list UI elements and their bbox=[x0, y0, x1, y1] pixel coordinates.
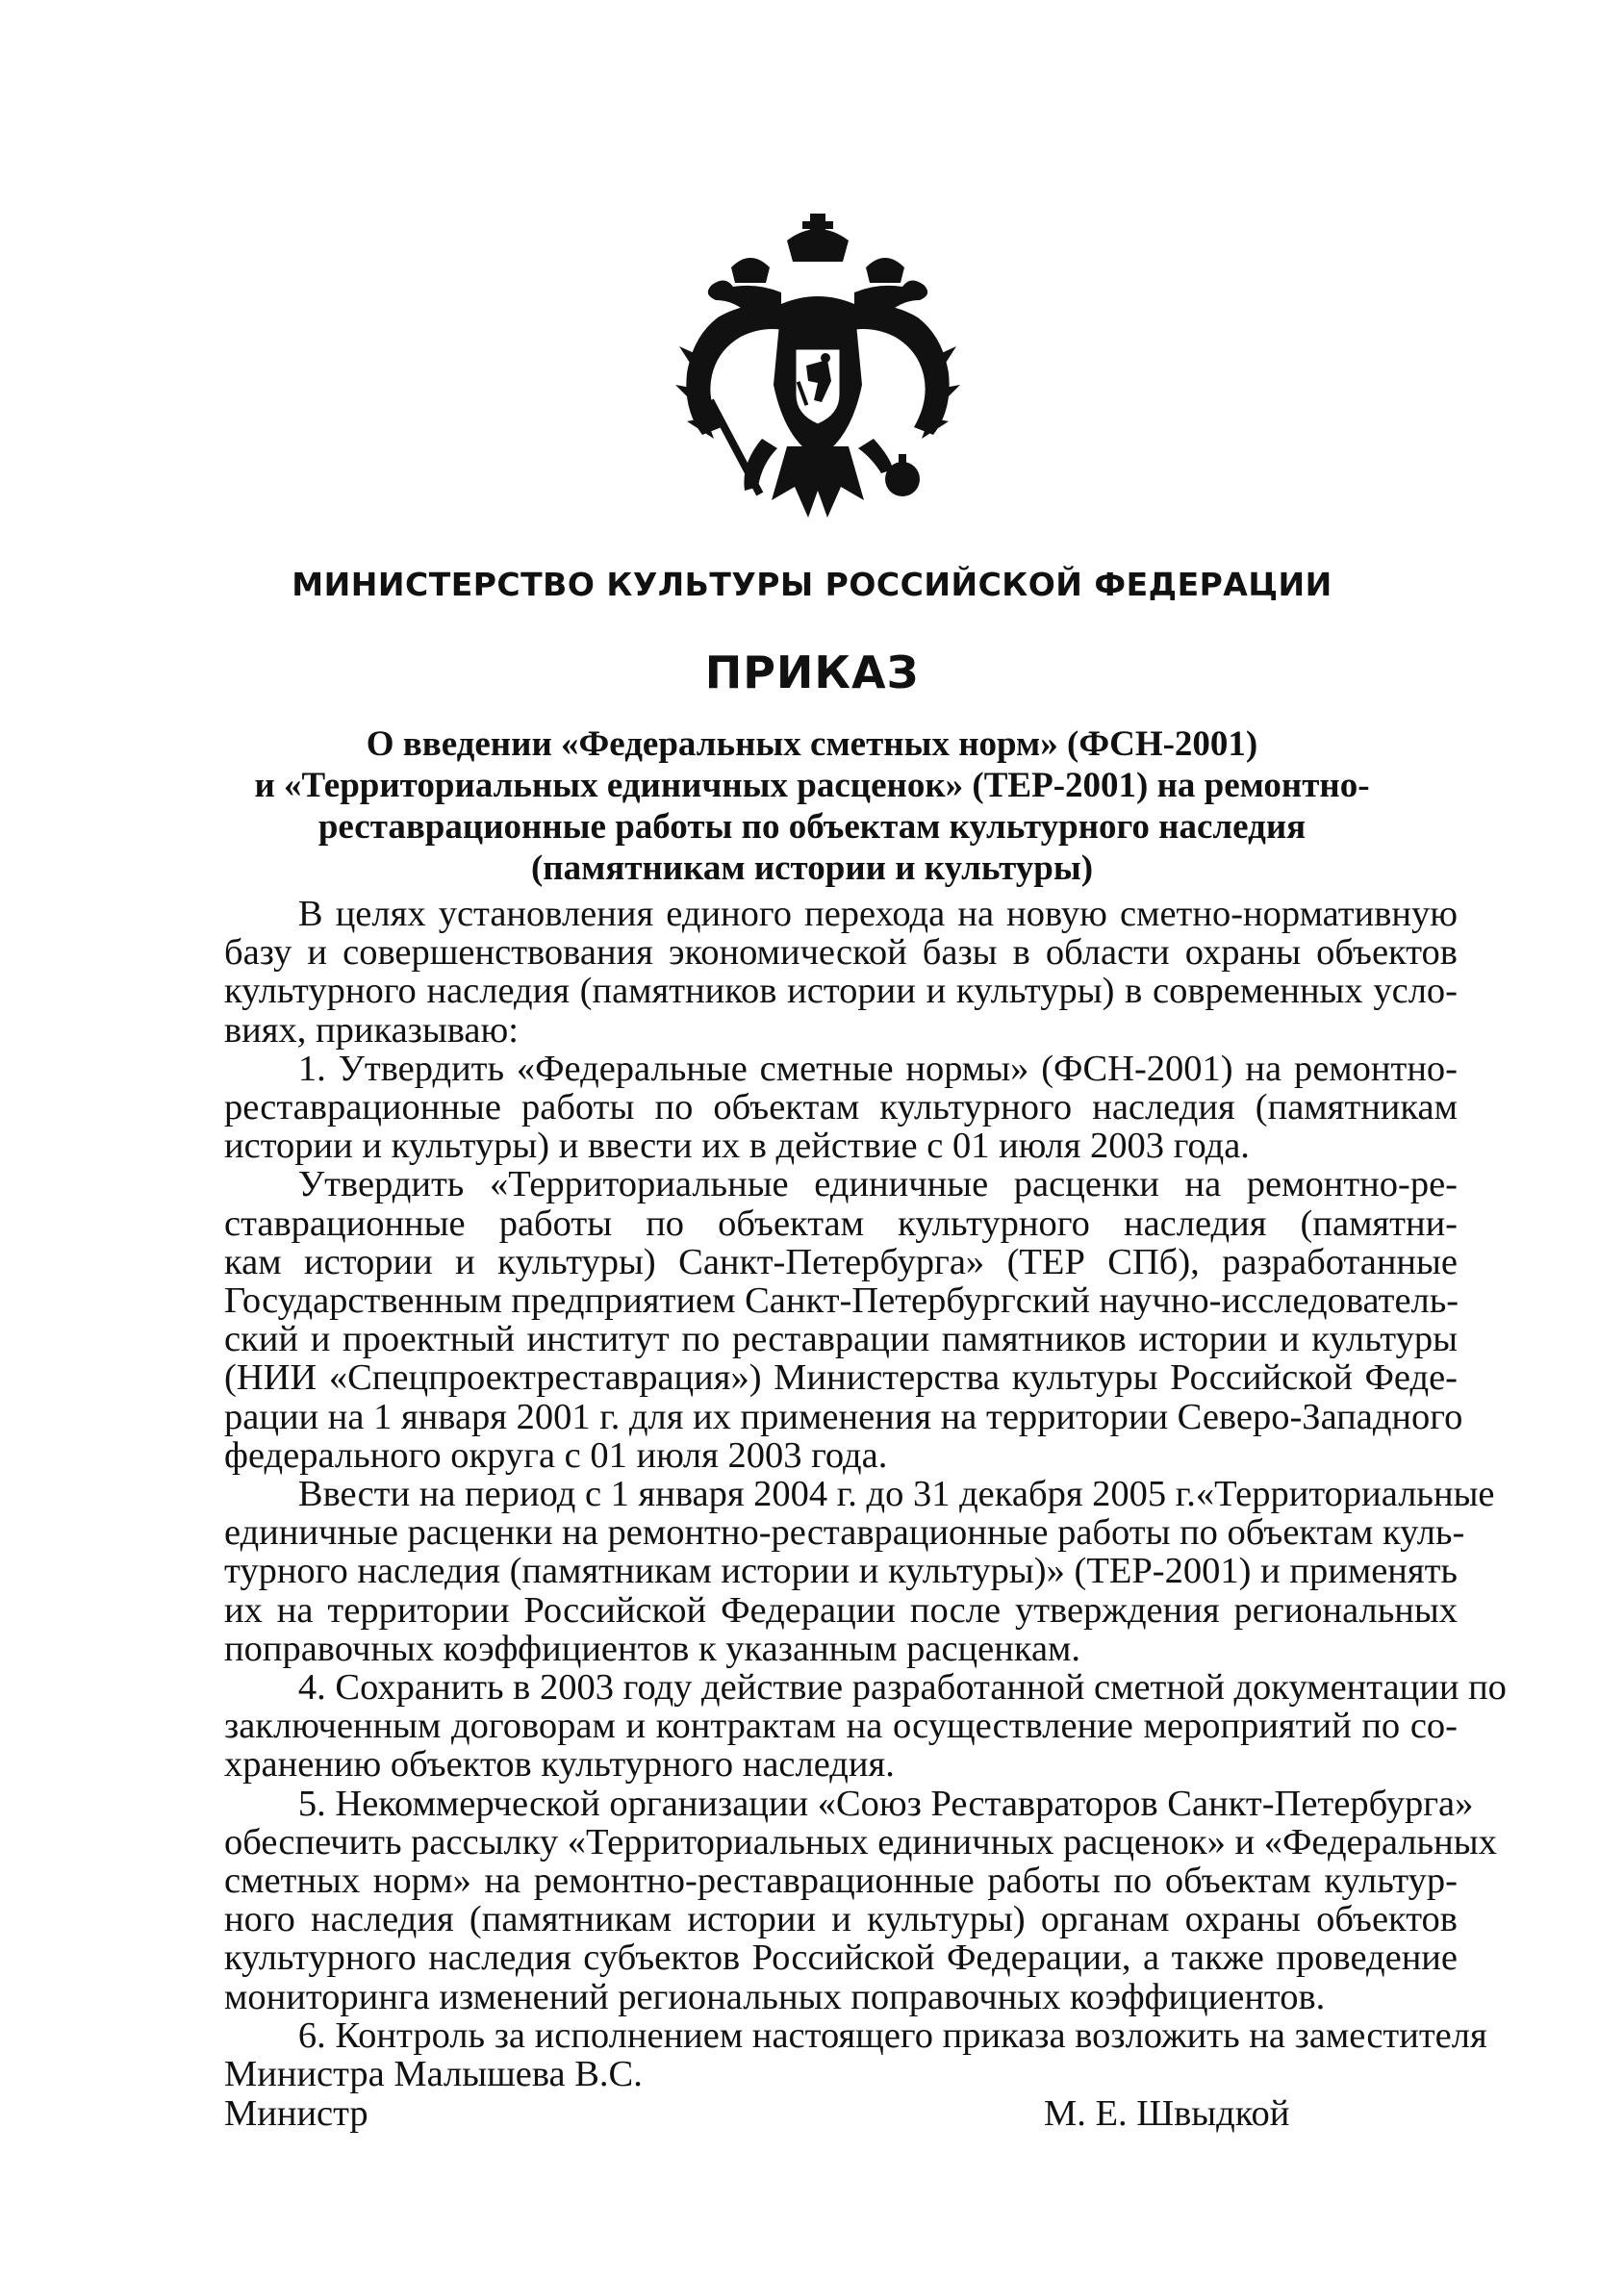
body-line: Утвердить «Территориальные единичные расценки на ремонтно-ре- bbox=[297, 1164, 1458, 1205]
signatory-title: Министр bbox=[224, 2093, 368, 2134]
subject-line: реставрационные работы по объектам культурного наследия bbox=[317, 807, 1307, 847]
signatory-name: М. Е. Швыдкой bbox=[1044, 2093, 1290, 2134]
body-line: реставрационные работы по объектам культурного наследия (памятникам bbox=[224, 1087, 1458, 1128]
body-line: ставрационные работы по объектам культурного наследия (памятни- bbox=[224, 1203, 1458, 1244]
body-line: 1. Утвердить «Федеральные сметные нормы» (ФСН-2001) на ремонтно- bbox=[297, 1048, 1458, 1089]
body-line: 4. Сохранить в 2003 году действие разработанной сметной документации по bbox=[297, 1667, 1507, 1709]
order-subject bbox=[192, 723, 1432, 889]
body-line: истории и культуры) и ввести их в действие с 01 июля 2003 года. bbox=[224, 1126, 1250, 1167]
body-line: Ввести на период с 1 января 2004 г. до 31 декабря 2005 г.«Территориальные bbox=[297, 1474, 1495, 1515]
ministry-name: МИНИСТЕРСТВО КУЛЬТУРЫ РОССИЙСКОЙ ФЕДЕРАЦИИ bbox=[292, 566, 1332, 603]
body-line: базу и совершенствования экономической базы в области охраны объектов bbox=[224, 932, 1458, 974]
body-line: (НИИ «Спецпроектреставрация») Министерства культуры Российской Феде- bbox=[224, 1357, 1458, 1399]
body-line: сметных норм» на ремонтно-реставрационные работы по объектам культур- bbox=[224, 1861, 1458, 1902]
body-line: 5. Некоммерческой организации «Союз Реставраторов Санкт-Петербурга» bbox=[297, 1783, 1474, 1824]
body-line: В целях установления единого перехода на новую сметно-нормативную bbox=[297, 894, 1458, 934]
body-line: заключенным договорам и контрактам на осуществление мероприятий по со- bbox=[224, 1706, 1458, 1747]
body-line: кам истории и культуры) Санкт-Петербурга» (ТЕР СПб), разработанные bbox=[224, 1241, 1458, 1282]
body-line: федерального округа с 01 июля 2003 года. bbox=[224, 1434, 888, 1476]
subject-line: (памятникам истории и культуры) bbox=[530, 849, 1094, 888]
subject-line: О введении «Федеральных сметных норм» (ФСН-2001) bbox=[366, 724, 1258, 764]
body-line: 6. Контроль за исполнением настоящего приказа возложить на заместителя bbox=[297, 2014, 1487, 2056]
body-line: поправочных коэффициентов к указанным расценкам. bbox=[224, 1628, 1081, 1669]
body-line: рации на 1 января 2001 г. для их применения на территории Северо-Западного bbox=[224, 1396, 1463, 1437]
body-line: обеспечить рассылку «Территориальных единичных расценок» и «Федеральных bbox=[224, 1821, 1497, 1862]
body-line: турного наследия (памятникам истории и культуры)» (ТЕР-2001) и применять bbox=[224, 1551, 1458, 1592]
double-headed-eagle-icon bbox=[673, 212, 962, 529]
order-body bbox=[224, 894, 1507, 2095]
body-line: единичные расценки на ремонтно-реставрационные работы по объектам куль- bbox=[224, 1512, 1465, 1554]
body-line: ного наследия (памятникам истории и культуры) органам охраны объектов bbox=[224, 1899, 1458, 1940]
body-line: ский и проектный институт по реставрации памятников истории и культуры bbox=[224, 1319, 1458, 1360]
document-type-title: ПРИКАЗ bbox=[704, 646, 920, 698]
body-line: хранению объектов культурного наследия. bbox=[224, 1744, 895, 1786]
body-line: культурного наследия (памятников истории и культуры) в современных усло- bbox=[224, 971, 1458, 1012]
body-line: культурного наследия субъектов Российской Федерации, а также проведение bbox=[224, 1938, 1458, 1979]
body-line: виях, приказываю: bbox=[224, 1009, 519, 1051]
body-line: Министра Малышева В.С. bbox=[224, 2054, 643, 2095]
body-line: их на территории Российской Федерации после утверждения региональных bbox=[224, 1589, 1458, 1631]
body-line: Государственным предприятием Санкт-Петербургский научно-исследователь- bbox=[224, 1280, 1459, 1322]
body-line: мониторинга изменений региональных поправочных коэффициентов. bbox=[224, 1976, 1326, 2017]
subject-line: и «Территориальных единичных расценок» (ТЕР-2001) на ремонтно- bbox=[254, 766, 1370, 805]
